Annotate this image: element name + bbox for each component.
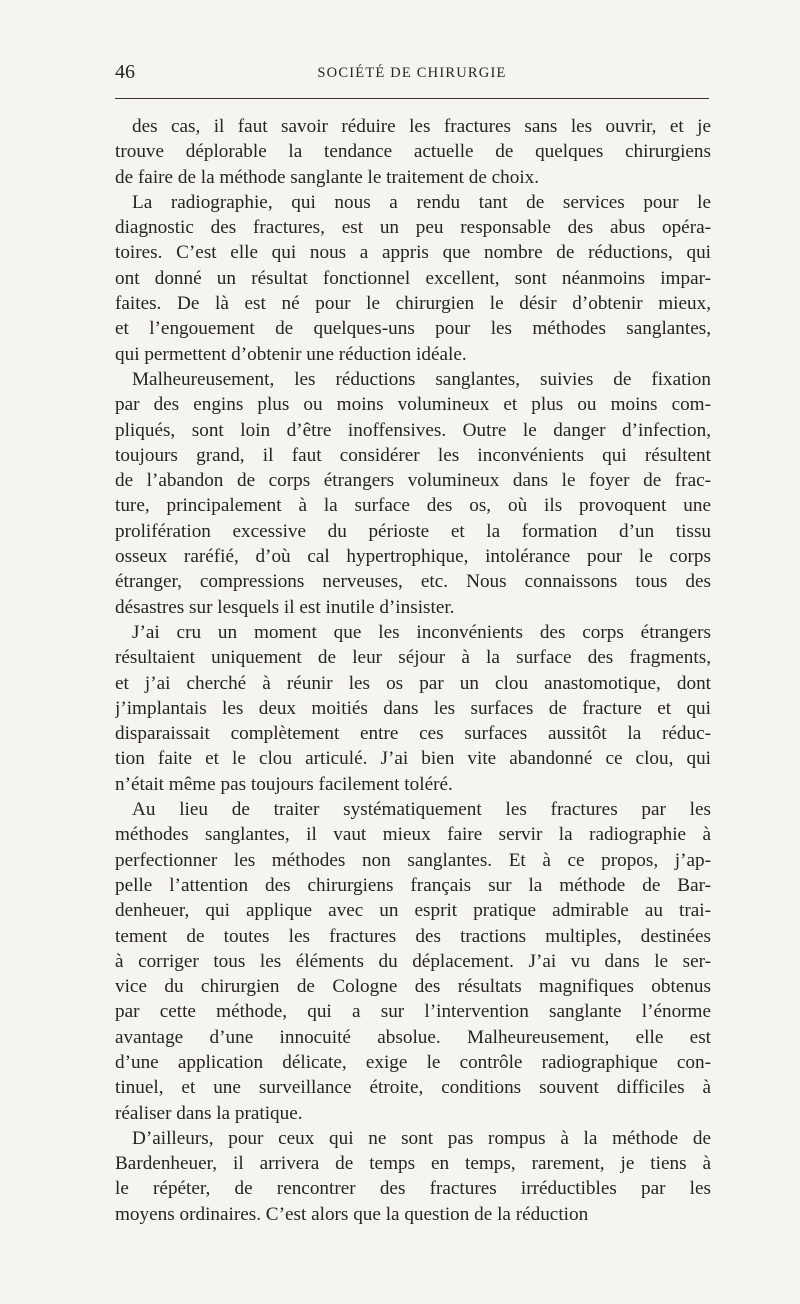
text-line: trouve déplorable la tendance actuelle de quelques chirurgiens [115,141,711,163]
paragraph [115,1126,711,1227]
text-line: moyens ordinaires. C’est alors que la question de la réduction [115,1203,589,1225]
text-line: étranger, compressions nerveuses, etc. Nous connaissons tous des [115,571,711,593]
header-rule [115,98,709,99]
text-line: j’implantais les deux moitiés dans les surfaces de fracture et qui [115,697,711,719]
text-line: osseux raréfié, d’où cal hypertrophique, intolérance pour le corps [115,546,711,568]
paragraph [115,620,711,797]
text-line: toujours grand, il faut considérer les inconvénients qui résultent [115,444,711,466]
text-line: et j’ai cherché à réunir les os par un clou anastomotique, dont [115,672,711,694]
paragraph [115,190,711,367]
page-number: 46 [115,61,135,83]
text-line: tion faite et le clou articulé. J’ai bien vite abandonné ce clou, qui [115,748,711,770]
text-line: qui permettent d’obtenir une réduction idéale. [115,343,467,365]
text-line: et l’engouement de quelques-uns pour les méthodes sanglantes, [115,318,711,340]
text-line: faites. De là est né pour le chirurgien le désir d’obtenir mieux, [115,293,711,315]
text-line: résultaient uniquement de leur séjour à la surface des fragments, [115,647,711,669]
text-line: par cette méthode, qui a sur l’intervention sanglante l’énorme [115,1001,711,1023]
text-line: D’ailleurs, pour ceux qui ne sont pas rompus à la méthode de [132,1127,711,1149]
text-line: ture, principalement à la surface des os, où ils provoquent une [115,495,711,517]
running-head: SOCIÉTÉ DE CHIRURGIE [317,65,507,81]
text-line: de l’abandon de corps étrangers volumineux dans le foyer de frac- [115,470,711,492]
text-line: par des engins plus ou moins volumineux et plus ou moins com- [115,394,711,416]
text-line: prolifération excessive du périoste et la formation d’un tissu [115,520,711,542]
text-line: ont donné un résultat fonctionnel excellent, sont néanmoins impar- [115,267,711,289]
text-line: pelle l’attention des chirurgiens français sur la méthode de Bar- [115,874,711,896]
text-line: toires. C’est elle qui nous a appris que nombre de réductions, qui [115,242,711,264]
text-line: perfectionner les méthodes non sanglantes. Et à ce propos, j’ap- [115,849,711,871]
text-line: J’ai cru un moment que les inconvénients des corps étrangers [132,621,711,643]
text-line: réaliser dans la pratique. [115,1102,303,1124]
text-line: disparaissait complètement entre ces surfaces aussitôt la réduc- [115,723,711,745]
text-line: avantage d’une innocuité absolue. Malheureusement, elle est [115,1026,711,1048]
text-line: n’était même pas toujours facilement toléré. [115,773,453,795]
text-line: d’une application délicate, exige le contrôle radiographique con- [115,1051,711,1073]
text-line: pliqués, sont loin d’être inoffensives. Outre le danger d’infection, [115,419,711,441]
text-line: diagnostic des fractures, est un peu responsable des abus opéra- [115,217,711,239]
text-line: denheuer, qui applique avec un esprit pratique admirable au trai- [115,900,711,922]
text-line: vice du chirurgien de Cologne des résultats magnifiques obtenus [115,976,711,998]
text-line: le répéter, de rencontrer des fractures irréductibles par les [115,1178,711,1200]
text-line: Malheureusement, les réductions sanglantes, suivies de fixation [132,368,711,390]
text-line: Au lieu de traiter systématiquement les fractures par les [132,799,711,821]
text-line: de faire de la méthode sanglante le traitement de choix. [115,166,540,188]
text-line: des cas, il faut savoir réduire les fractures sans les ouvrir, et je [132,116,711,137]
text-line: méthodes sanglantes, il vaut mieux faire servir la radiographie à [115,824,711,846]
text-line: désastres sur lesquels il est inutile d’insister. [115,596,455,618]
text-line: tement de toutes les fractures des tractions multiples, destinées [115,925,711,947]
text-line: tinuel, et une surveillance étroite, conditions souvent difficiles à [115,1077,711,1099]
page-header [115,60,709,86]
text-line: Bardenheuer, il arrivera de temps en temps, rarement, je tiens à [115,1153,711,1175]
paragraph [115,797,711,1126]
paragraph [115,114,711,190]
paragraph [115,367,711,620]
text-line: à corriger tous les éléments du déplacement. J’ai vu dans le ser- [115,950,711,972]
text-line: La radiographie, qui nous a rendu tant de services pour le [132,191,711,213]
body-text [115,114,711,1227]
